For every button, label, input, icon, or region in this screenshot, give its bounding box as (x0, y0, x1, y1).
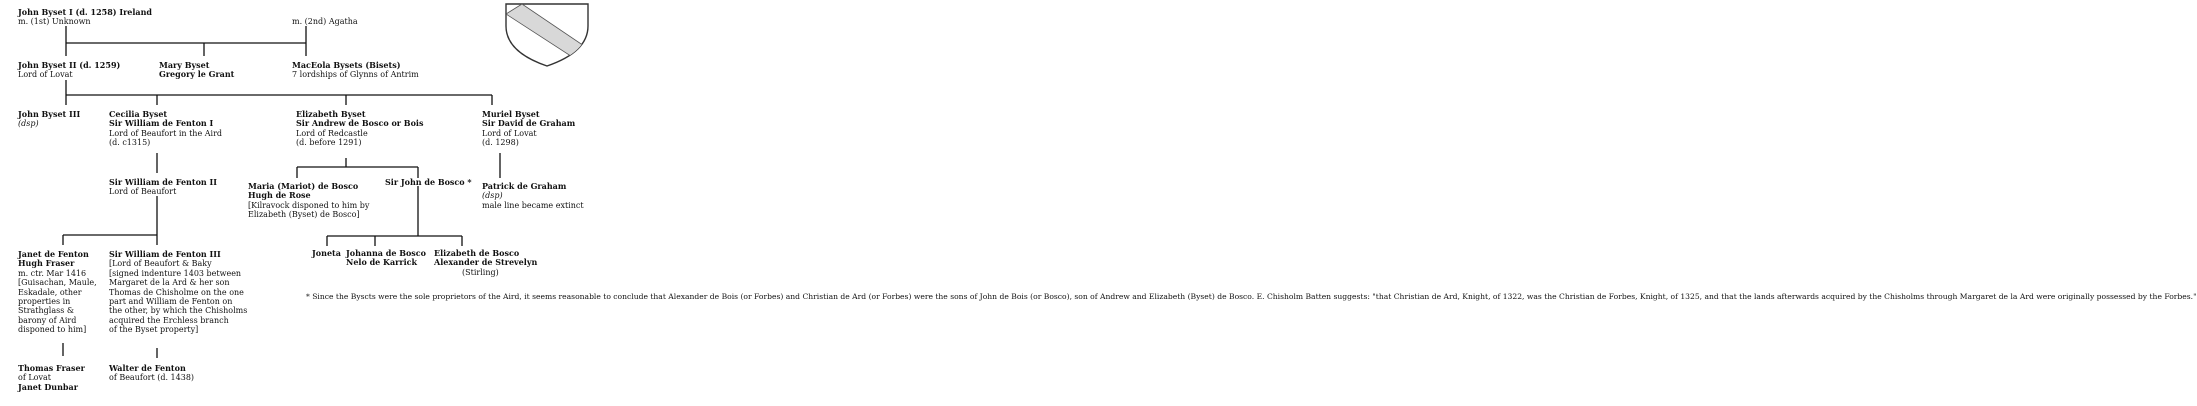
person-note: [signed indenture 1403 between (109, 268, 242, 278)
person-note: [Kilravock disponed to him by (248, 200, 370, 210)
spouse-name: Alexander de Strevelyn (434, 257, 538, 268)
person-name: John Byset III (18, 109, 81, 119)
person-janet-de-fenton (18, 250, 97, 335)
person-name: Walter de Fenton (109, 363, 186, 373)
person-joneta (312, 249, 341, 258)
person-note: male line became extinct (482, 200, 584, 210)
spouse-note: m. (1st) Unknown (18, 17, 91, 27)
spouse-note: m. (2nd) Agatha (292, 17, 358, 26)
person-patrick-de-graham (482, 182, 584, 210)
person-note: Elizabeth (Byset) de Bosco] (248, 210, 360, 220)
person-title: Lord of Beaufort in the Aird (109, 128, 223, 138)
person-name: Elizabeth de Bosco (434, 248, 520, 258)
person-name: Janet de Fenton (18, 249, 89, 259)
person-title: of Lovat (18, 373, 51, 383)
person-john-byset-ii (18, 61, 120, 80)
person-title: of Beaufort (d. 1438) (109, 373, 195, 383)
person-title: Lord of Lovat (482, 128, 537, 138)
person-note: the other, by which the Chisholms (109, 306, 248, 316)
spouse-name: Hugh de Rose (248, 190, 311, 201)
spouse-name: Janet Dunbar (18, 381, 78, 392)
person-note: of the Byset property] (109, 325, 199, 335)
person-william-de-fenton-iii (109, 250, 247, 335)
person-name: Cecilia Byset (109, 109, 168, 119)
person-name: Muriel Byset (482, 109, 540, 119)
person-walter-de-fenton (109, 364, 194, 383)
person-name: Sir William de Fenton II (109, 177, 217, 187)
footnote-line: that the lands afterwards acquired by the Chisholms through (1721, 292, 1958, 301)
person-name: Johanna de Bosco (346, 248, 426, 258)
spouse-name: Sir Andrew de Bosco or Bois (296, 118, 424, 129)
person-note: (dsp) (18, 119, 39, 129)
person-note: (Stirling) (462, 267, 499, 277)
person-note: acquired the Erchless branch (109, 315, 229, 325)
person-title: [Lord of Beaufort & Baky (109, 259, 212, 269)
person-maria-de-bosco (248, 182, 369, 220)
person-note: properties in (18, 297, 71, 307)
person-dates: m. ctr. Mar 1416 (18, 268, 87, 278)
person-johanna-de-bosco (346, 249, 426, 268)
spouse-name: Sir David de Graham (482, 118, 576, 129)
spouse-name: Sir William de Fenton I (109, 118, 214, 129)
person-name: Elizabeth Byset (296, 109, 366, 119)
person-note: Thomas de Chisholme on the one (109, 287, 244, 297)
person-name: Mary Byset (159, 60, 210, 70)
spouse-agatha (292, 17, 358, 26)
person-note: (dsp) (482, 191, 503, 201)
footnote (306, 292, 2197, 301)
person-note: disponed to him] (18, 325, 87, 335)
footnote-line: reasonable to conclude that Alexander de Bois (or Forbes) and (558, 292, 801, 301)
person-name: MacEola Bysets (Bisets) (292, 60, 401, 70)
person-muriel-byset (482, 110, 575, 148)
person-dates: (d. c1315) (109, 138, 151, 148)
person-name: Maria (Mariot) de Bosco (248, 181, 359, 191)
person-title: Lord of Beaufort (109, 187, 177, 197)
person-name: Thomas Fraser (18, 363, 85, 373)
person-dates: (d. 1298) (482, 138, 519, 148)
shield-icon (504, 2, 590, 68)
person-dates: (d. before 1291) (296, 138, 362, 148)
person-mary-byset (159, 61, 234, 80)
person-note: Strathglass & (18, 306, 74, 316)
footnote-line: of 1322, was the Christian de Forbes, Knight, of 1325, and (1492, 292, 1719, 301)
footnote-line: E. Chisholm Batten suggests: "that Christian de Ard, Knight, (1256, 292, 1491, 301)
person-name: John Byset II (d. 1259) (18, 60, 121, 70)
person-name: Sir John de Bosco * (385, 177, 472, 187)
person-note: part and William de Fenton on (109, 297, 233, 307)
person-note: Eskadale, other (18, 287, 82, 297)
person-title: Lord of Redcastle (296, 128, 368, 138)
person-name: John Byset I (d. 1258) Ireland (18, 7, 153, 17)
person-note: barony of Aird (18, 315, 77, 325)
person-thomas-fraser (18, 364, 85, 392)
spouse-name: Gregory le Grant (159, 69, 235, 80)
footnote-line: Christian de Ard (or Forbes) were the sons of John de Bois (802, 292, 1028, 301)
person-elizabeth-de-bosco (434, 249, 537, 277)
person-maceola-bysets (292, 61, 419, 80)
footnote-line: Margaret de la Ard were originally possessed by the Forbes." (1959, 292, 2197, 301)
person-name: Sir William de Fenton III (109, 249, 221, 259)
person-title: Lord of Lovat (18, 70, 73, 80)
person-john-byset-iii (18, 110, 80, 129)
person-name: Patrick de Graham (482, 181, 567, 191)
person-note: Margaret de la Ard & her son (109, 278, 230, 288)
person-name: Joneta (312, 248, 341, 258)
person-william-de-fenton-ii (109, 178, 217, 197)
person-title: 7 lordships of Glynns of Antrim (292, 70, 419, 80)
person-note: [Guisachan, Maule, (18, 278, 97, 288)
footnote-line: (or Bosco), son of Andrew and Elizabeth (Byset) de Bosco. (1030, 292, 1255, 301)
person-elizabeth-byset (296, 110, 423, 148)
person-sir-john-de-bosco (385, 178, 472, 187)
person-cecilia-byset (109, 110, 222, 148)
person-john-byset-i (18, 8, 152, 27)
spouse-name: Nelo de Karrick (346, 257, 418, 268)
footnote-line: * Since the Byscts were the sole proprietors of the Aird, it seems (306, 292, 557, 301)
spouse-name: Hugh Fraser (18, 258, 75, 269)
